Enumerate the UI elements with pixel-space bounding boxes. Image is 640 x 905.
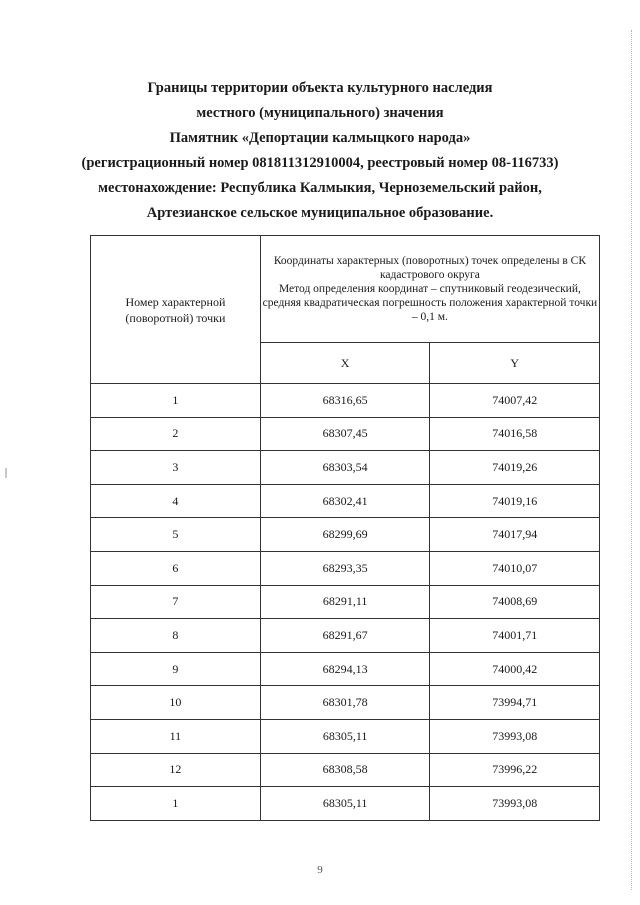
coord-x: 68302,41 [260,484,430,518]
coord-x: 68307,45 [260,417,430,451]
title-line-1: Границы территории объекта культурного наследия [147,80,493,96]
header-desc-line-1: Координаты характерных (поворотных) точек определены в СК кадастрового округа [273,255,587,281]
coordinates-table [90,235,600,821]
table-row [91,619,600,653]
title-line-6: Артезианское сельское муниципальное образование. [146,205,494,221]
coord-y: 74019,26 [430,451,600,485]
table-header-row [91,236,600,343]
coord-x: 68293,35 [260,551,430,585]
table-row [91,719,600,753]
coord-y: 73994,71 [430,686,600,720]
table-row [91,585,600,619]
title-line-2: местного (муниципального) значения [196,105,444,121]
coord-y: 74019,16 [430,484,600,518]
point-number: 1 [91,384,261,418]
point-number: 9 [91,652,261,686]
title-line-5: местонахождение: Республика Калмыкия, Черноземельский район, [98,180,542,196]
coord-y: 74000,42 [430,652,600,686]
table-row [91,384,600,418]
coord-y: 74007,42 [430,384,600,418]
header-desc-line-2: Метод определения координат – спутниковый геодезический, средняя квадратическая погрешность положения характерной точки – 0,1 м. [262,283,598,323]
coord-y: 74016,58 [430,417,600,451]
coord-x: 68291,11 [260,585,430,619]
table-row [91,451,600,485]
header-coordinates-description [260,236,599,343]
coord-y: 73993,08 [430,787,600,821]
coord-y: 74010,07 [430,551,600,585]
point-number: 8 [91,619,261,653]
table-row [91,652,600,686]
coord-x: 68299,69 [260,518,430,552]
table-row [91,417,600,451]
coord-y: 73993,08 [430,719,600,753]
header-y: Y [430,343,600,384]
point-number: 5 [91,518,261,552]
point-number: 1 [91,787,261,821]
coord-x: 68303,54 [260,451,430,485]
scan-artifact [5,468,7,478]
table-row [91,753,600,787]
coord-x: 68305,11 [260,719,430,753]
header-x: X [260,343,430,384]
header-point-number: Номер характерной (поворотной) точки [91,236,261,384]
coord-x: 68305,11 [260,787,430,821]
point-number: 7 [91,585,261,619]
title-line-3: Памятник «Депортации калмыцкого народа» [169,130,471,146]
coord-x: 68291,67 [260,619,430,653]
table-row [91,551,600,585]
point-number: 2 [91,417,261,451]
table-row [91,686,600,720]
coord-y: 74017,94 [430,518,600,552]
table-row [91,787,600,821]
coord-x: 68316,65 [260,384,430,418]
document-title [40,76,600,226]
point-number: 12 [91,753,261,787]
point-number: 6 [91,551,261,585]
coord-x: 68301,78 [260,686,430,720]
point-number: 4 [91,484,261,518]
coord-y: 74008,69 [430,585,600,619]
coord-x: 68308,58 [260,753,430,787]
page-number: 9 [317,864,323,876]
point-number: 11 [91,719,261,753]
title-line-4: (регистрационный номер 081811312910004, реестровый номер 08-116733) [81,155,559,171]
point-number: 10 [91,686,261,720]
coord-x: 68294,13 [260,652,430,686]
coord-y: 73996,22 [430,753,600,787]
table-row [91,484,600,518]
point-number: 3 [91,451,261,485]
table-row [91,518,600,552]
coord-y: 74001,71 [430,619,600,653]
scan-edge-line [630,30,632,890]
